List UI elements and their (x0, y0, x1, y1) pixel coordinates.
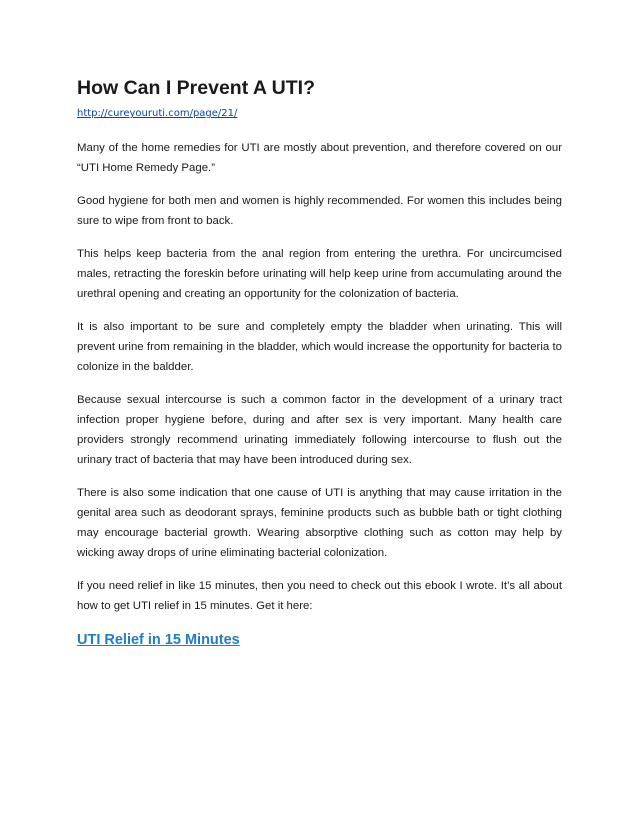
paragraph-bacteria-urethra: This helps keep bacteria from the anal region from entering the urethra. For uncircumcised males, retracting the foreskin before urinating will help keep urine from accumulating around the urethral opening and creating an opportunity for the colonization of bacteria. (77, 248, 562, 300)
paragraph-ebook-promo: If you need relief in like 15 minutes, then you need to check out this ebook I wrote. It’s all about how to get UTI relief in 15 minutes. Get it here: (77, 580, 562, 612)
paragraph-irritation: There is also some indication that one cause of UTI is anything that may cause irritation in the genital area such as deodorant sprays, feminine products such as bubble bath or tight clothing may encourage bacterial growth. Wearing absorptive clothing such as cotton may help by wicking away drops of urine eliminating bacterial colonization. (77, 487, 562, 559)
page-title: How Can I Prevent A UTI? (77, 77, 315, 99)
paragraph-empty-bladder: It is also important to be sure and completely empty the bladder when urinating. This will prevent urine from remaining in the bladder, which would increase the opportunity for bacteria to colonize in the baldder. (77, 321, 562, 373)
uti-relief-link[interactable]: UTI Relief in 15 Minutes (77, 632, 240, 648)
source-url-link[interactable]: http://cureyouruti.com/page/21/ (77, 108, 238, 119)
paragraph-hygiene: Good hygiene for both men and women is highly recommended. For women this includes being sure to wipe from front to back. (77, 195, 562, 227)
paragraph-home-remedies: Many of the home remedies for UTI are mostly about prevention, and therefore covered on our “UTI Home Remedy Page.” (77, 142, 562, 174)
paragraph-sexual-hygiene: Because sexual intercourse is such a common factor in the development of a urinary tract infection proper hygiene before, during and after sex is very important. Many health care providers strongly recommend urinating immediately following intercourse to flush out the urinary tract of bacteria that may have been introduced during sex. (77, 394, 562, 466)
document-page (77, 76, 562, 650)
